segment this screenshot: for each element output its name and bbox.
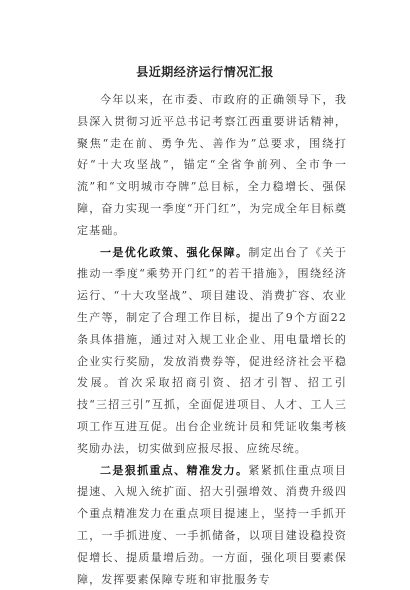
section-heading-1: 一是优化政策、强化保障。: [100, 245, 249, 259]
section-paragraph-1: [77, 242, 347, 460]
document-body: [77, 89, 347, 590]
section-text-2: 紧紧抓住重点项目提速、入规入统扩面、招大引强增效、消费升级四个重点精准发力在重点项目提速上，坚持一手抓开工，一手抓进度、一手抓储备，以项目建设稳投资促增长、提质量增后劲。一方面，强化项目要素保障，发挥要素保障专班和审批服务专: [77, 463, 347, 586]
section-text-1: 制定出台了《关于推动一季度“乘势开门红”的若干措施》，围绕经济运行、“十大攻坚战”、项目建设、消费扩容、农业生产等，制定了合理工作目标，提出了9个方面22条具体措施，通过对入规工业企业、用电量增长的企业实行奖励，发放消费券等，促进经济社会平稳发展。首次采取招商引资、招才引智、招工引技“三招三引”互抓，全面促进项目、人才、工人三项工作互进互促。出台企业统计员和凭证收集考核奖励办法，切实做到应报尽报、应统尽统。: [77, 245, 347, 455]
section-paragraph-2: [77, 460, 347, 590]
document-title: 县近期经济运行情况汇报: [136, 65, 274, 79]
section-heading-2: 二是狠抓重点、精准发力。: [100, 463, 249, 477]
intro-paragraph: 今年以来，在市委、市政府的正确领导下，我县深入贯彻习近平总书记考察江西重要讲话精神，聚焦“走在前、勇争先、善作为”总要求，围绕打好“十大攻坚战”，锚定“全省争前列、全市争一流”和“文明城市夺牌”总目标，全力稳增长、强保障，奋力实现一季度“开门红”，为完成全年目标奠定基础。: [77, 93, 347, 237]
